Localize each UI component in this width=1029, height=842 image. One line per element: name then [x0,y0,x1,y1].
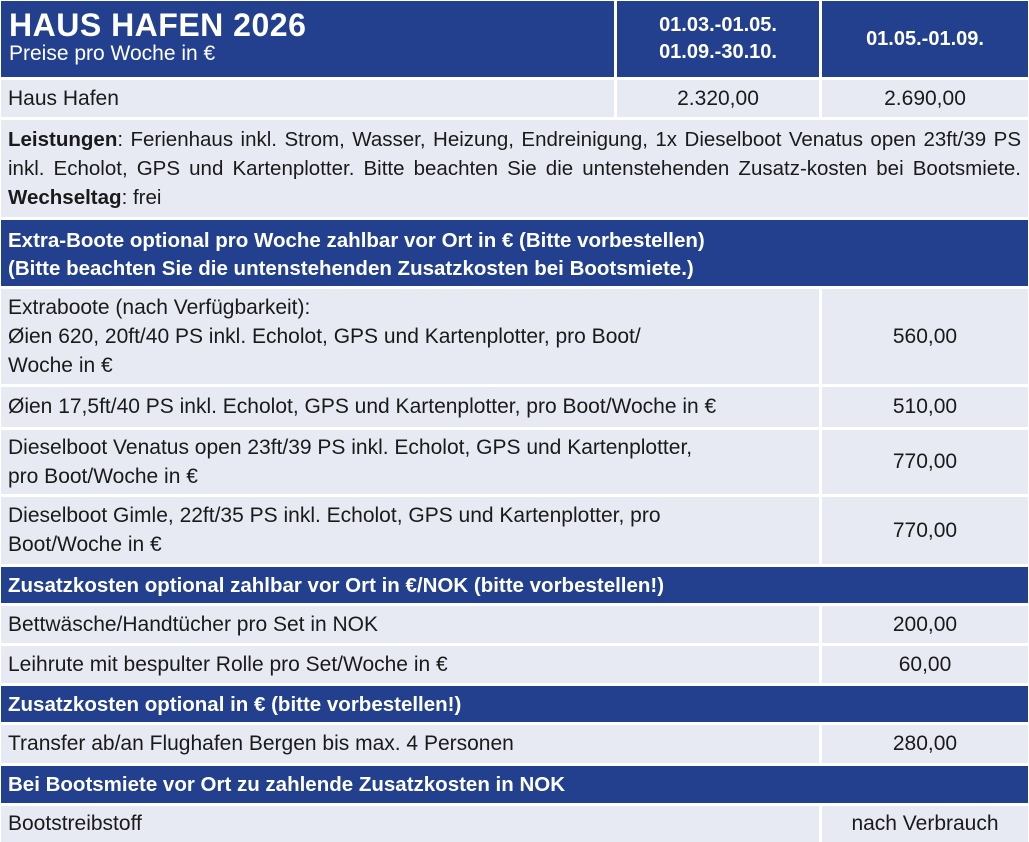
services-text [1,120,1028,217]
extra-boat-1-line3: Woche in € [8,354,113,377]
season-1-header [617,1,819,77]
list-item [0,387,1029,427]
extra-costs-eur-heading-row [0,686,1029,722]
extra-costs-nok-heading-row [0,567,1029,603]
extra-boat-4-price: 770,00 [822,497,1028,564]
extra-boat-4-line2: Boot/Woche in € [8,533,162,556]
changeover-value: : frei [121,186,162,209]
season-2-label: 01.05.-01.09. [866,27,984,50]
season-1-line2: 01.09.-30.10. [659,41,777,63]
transfer-price: 280,00 [822,725,1028,763]
extra-boat-4-line1: Dieselboot Gimle, 22ft/35 PS inkl. Echolot, GPS und Kartenplotter, pro [8,504,661,527]
page-title: HAUS HAFEN 2026 [9,7,307,43]
extra-boats-heading-line1: Extra-Boote optional pro Woche zahlbar vor Ort in € (Bitte vorbestellen) [8,229,705,252]
extra-boats-heading-line2: (Bitte beachten Sie die untenstehenden Zusatzkosten bei Bootsmiete.) [8,257,694,280]
table-row [0,806,1029,842]
table-title-cell [1,1,614,77]
house-row [0,80,1029,117]
house-label: Haus Hafen [1,80,614,117]
fishing-rod-label: Leihrute mit bespulter Rolle pro Set/Woche in € [1,646,819,683]
linen-price: 200,00 [822,606,1028,643]
extra-boat-3-label [1,430,819,494]
boat-rental-heading-row [0,766,1029,803]
fuel-price: nach Verbrauch [822,806,1028,842]
season-2-header [822,1,1028,77]
fuel-label: Bootstreibstoff [1,806,819,842]
extra-boat-1-line1: Extraboote (nach Verfügbarkeit): [8,296,311,319]
changeover-label: Wechseltag [8,186,122,209]
extra-boat-2-price: 510,00 [822,387,1028,427]
extra-boats-heading-row [0,220,1029,286]
services-row [0,120,1029,217]
linen-label: Bettwäsche/Handtücher pro Set in NOK [1,606,819,643]
season-1-line1: 01.03.-01.05. [659,14,777,36]
transfer-label: Transfer ab/an Flughafen Bergen bis max. 4 Personen [1,725,819,763]
fishing-rod-price: 60,00 [822,646,1028,683]
extra-boat-3-price: 770,00 [822,430,1028,494]
table-row [0,606,1029,643]
page-subtitle: Preise pro Woche in € [9,42,216,65]
list-item [0,289,1029,384]
extra-boat-4-label [1,497,819,564]
list-item [0,497,1029,564]
boat-rental-heading: Bei Bootsmiete vor Ort zu zahlende Zusatzkosten in NOK [1,766,1028,803]
extra-boat-3-line1: Dieselboot Venatus open 23ft/39 PS inkl. Echolot, GPS und Kartenplotter, [8,436,693,459]
list-item [0,430,1029,494]
extra-boat-1-price: 560,00 [822,289,1028,384]
extra-costs-nok-heading: Zusatzkosten optional zahlbar vor Ort in €/NOK (bitte vorbestellen!) [1,567,1028,603]
extra-boats-heading [1,220,1028,286]
extra-boat-3-line2: pro Boot/Woche in € [8,465,198,488]
extra-boat-1-label [1,289,819,384]
table-row [0,725,1029,763]
extra-boat-2-label: Øien 17,5ft/40 PS inkl. Echolot, GPS und Kartenplotter, pro Boot/Woche in € [1,387,819,427]
house-price-season-1: 2.320,00 [617,80,819,117]
table-header-row [0,1,1029,77]
services-label: Leistungen [8,128,118,151]
table-row [0,646,1029,683]
house-price-season-2: 2.690,00 [822,80,1028,117]
extra-costs-eur-heading: Zusatzkosten optional in € (bitte vorbestellen!) [1,686,1028,722]
services-description: : Ferienhaus inkl. Strom, Wasser, Heizung, Endreinigung, 1x Dieselboot Venatus open 23ft/39 PS inkl. Echolot, GPS und Kartenplotter. Bitte beachten Sie die untenstehenden Zusatz-kosten bei Bootsmiete. [8,128,1021,180]
extra-boat-1-line2: Øien 620, 20ft/40 PS inkl. Echolot, GPS und Kartenplotter, pro Boot/ [8,325,641,348]
